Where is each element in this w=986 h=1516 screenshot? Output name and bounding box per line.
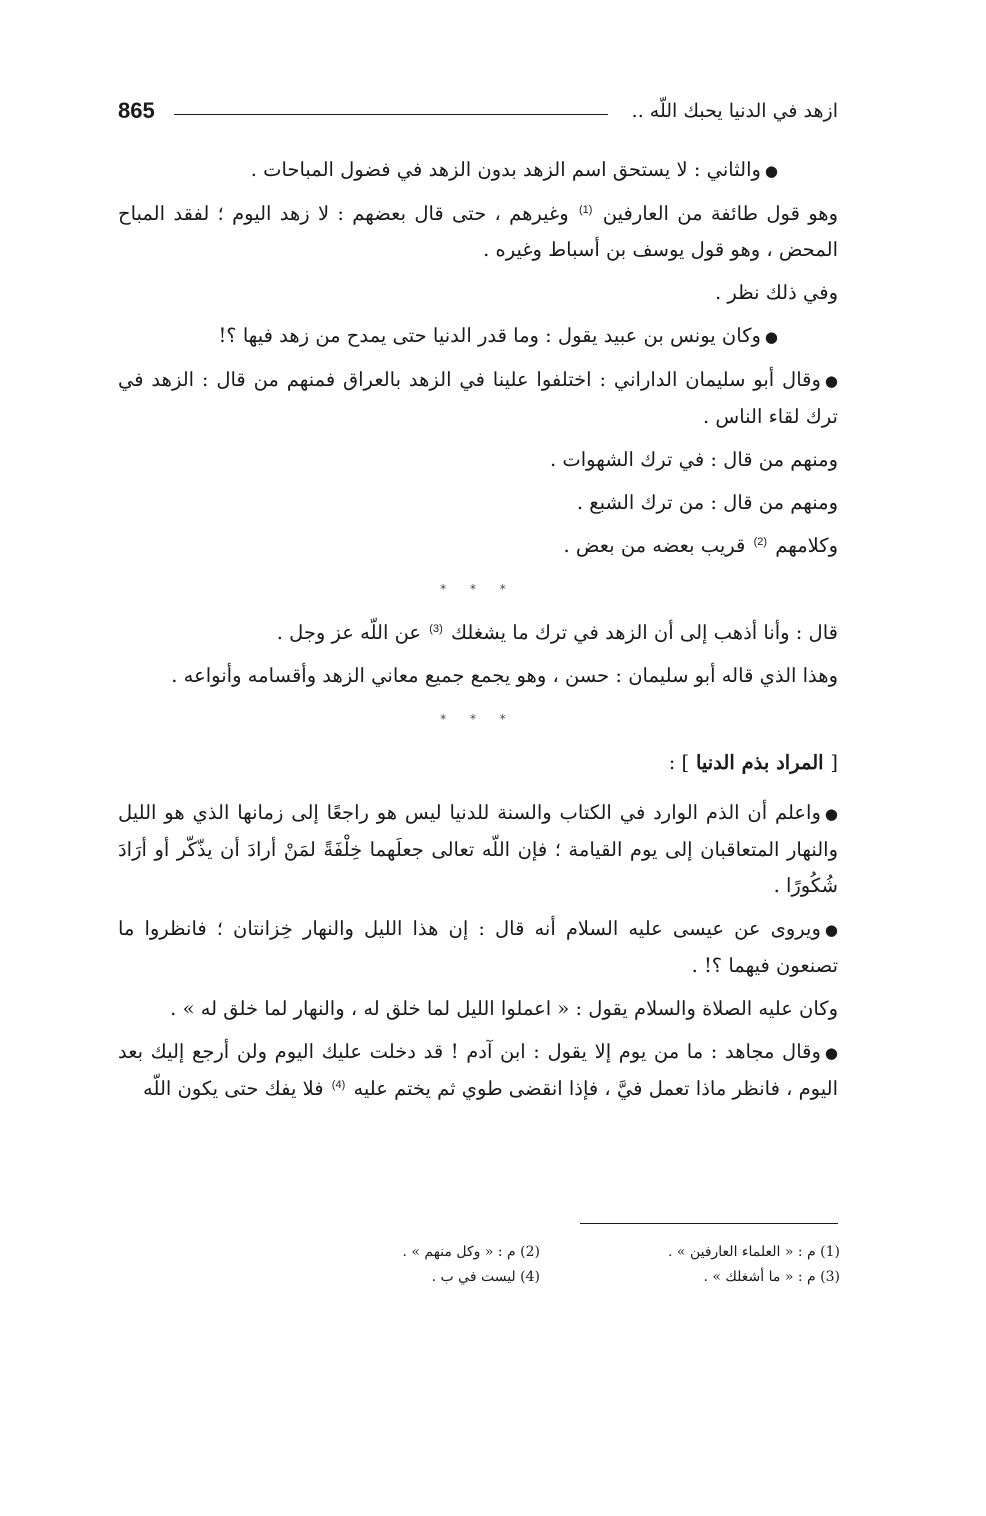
bullet-icon: ● — [764, 162, 778, 180]
paragraph-5 — [118, 362, 838, 435]
paragraph-8 — [118, 528, 838, 564]
paragraph-2 — [118, 196, 838, 268]
paragraph-text: ومنهم من قال : في ترك الشهوات . — [549, 448, 838, 471]
footnote-separator — [580, 1223, 838, 1224]
paragraph-text: والثاني : لا يستحق اسم الزهد بدون الزهد في فضول المباحات . — [250, 158, 761, 181]
heading-text: المراد بذم الدنيا — [695, 751, 824, 774]
section-separator: * * * — [440, 582, 516, 596]
paragraph-12 — [118, 911, 838, 984]
paragraph-text: ويروى عن عيسى عليه السلام أنه قال : إن هذا الليل والنهار خِزانتان ؛ فانظروا ما تصنعون فيهما ؟! . — [118, 917, 838, 977]
paragraph-text: فلا يفك حتى يكون اللّه — [143, 1077, 324, 1100]
footnote-ref-3[interactable]: (3) — [429, 622, 443, 635]
footnote-row — [240, 1265, 840, 1290]
paragraph-text: وقال مجاهد : ما من يوم إلا يقول : ابن آدم ! قد دخلت عليك اليوم ولن أرجع إليك بعد اليوم ، فانظر ماذا تعمل فيَّ ، فإذا انقضى طوي ثم يختم عليه — [118, 1040, 838, 1100]
heading-bracket-open: [ — [830, 751, 838, 774]
paragraph-text: قريب بعضه من بعض . — [563, 534, 746, 557]
footnote-row — [240, 1240, 840, 1265]
page-number: 865 — [118, 98, 155, 123]
paragraph-text: وكان يونس بن عبيد يقول : وما قدر الدنيا حتى يمدح من زهد فيها ؟! — [218, 324, 761, 347]
paragraph-7 — [118, 485, 838, 521]
paragraph-text: وقال أبو سليمان الداراني : اختلفوا علينا في الزهد بالعراق فمنهم من قال : الزهد في ترك لقاء الناس . — [118, 368, 838, 428]
paragraph-text: وهو قول طائفة من العارفين — [602, 202, 838, 225]
paragraph-3 — [118, 275, 838, 311]
footnote-3: (3) م : « ما أشغلك » . — [703, 1269, 840, 1285]
paragraph-10 — [118, 658, 838, 694]
bullet-icon: ● — [824, 372, 838, 390]
paragraph-text: ومنهم من قال : من ترك الشبع . — [576, 491, 838, 514]
paragraph-text: وكلامهم — [775, 534, 838, 557]
paragraph-text: وغيرهم ، حتى قال بعضهم : لا زهد اليوم ؛ لفقد المباح المحض ، وهو قول يوسف بن أسباط وغيره . — [118, 202, 838, 261]
header-rule — [174, 114, 608, 115]
paragraph-text: عن اللّه عز وجل . — [276, 621, 422, 644]
paragraph-text: وهذا الذي قاله أبو سليمان : حسن ، وهو يجمع جميع معاني الزهد وأقسامه وأنواعه . — [171, 664, 838, 687]
bullet-icon: ● — [824, 1044, 838, 1062]
running-header — [118, 96, 838, 136]
paragraph-text: قال : وأنا أذهب إلى أن الزهد في ترك ما يشغلك — [450, 621, 838, 644]
footnote-1: (1) م : « العلماء العارفين » . — [668, 1244, 840, 1260]
paragraph-9 — [118, 615, 838, 651]
paragraph-14 — [118, 1034, 838, 1107]
bullet-icon: ● — [764, 328, 778, 346]
section-separator: * * * — [440, 712, 516, 726]
footnote-2: (2) م : « وكل منهم » . — [402, 1244, 540, 1260]
footnote-ref-1[interactable]: (1) — [578, 203, 593, 216]
paragraph-text: واعلم أن الذم الوارد في الكتاب والسنة للدنيا ليس هو راجعًا إلى زمانها الذي هو الليل والنهار المتعاقبان إلى يوم القيامة ؛ فإن اللّه تعالى جعلَهما خِلْفَةً لمَنْ أرادَ أن يذّكّر أو أرَادَ شُكُورًا . — [118, 801, 838, 897]
bullet-icon: ● — [824, 921, 838, 939]
section-heading — [118, 745, 838, 781]
main-text — [118, 152, 838, 1114]
footnotes — [240, 1240, 840, 1290]
paragraph-1 — [118, 152, 838, 189]
footnote-4: (4) ليست في ب . — [431, 1269, 540, 1285]
footnote-ref-4[interactable]: (4) — [331, 1078, 346, 1091]
paragraph-text: وفي ذلك نظر . — [714, 281, 838, 304]
paragraph-6 — [118, 442, 838, 478]
header-title: ازهد في الدنيا يحبك اللّه .. — [631, 100, 838, 122]
paragraph-text: وكان عليه الصلاة والسلام يقول : « اعملوا الليل لما خلق له ، والنهار لما خلق له » . — [170, 997, 838, 1020]
footnote-ref-2[interactable]: (2) — [753, 535, 768, 548]
bullet-icon: ● — [824, 805, 838, 823]
paragraph-11 — [118, 795, 838, 904]
paragraph-4 — [118, 318, 838, 355]
heading-bracket-close: ] : — [668, 751, 690, 774]
paragraph-13 — [118, 991, 838, 1027]
